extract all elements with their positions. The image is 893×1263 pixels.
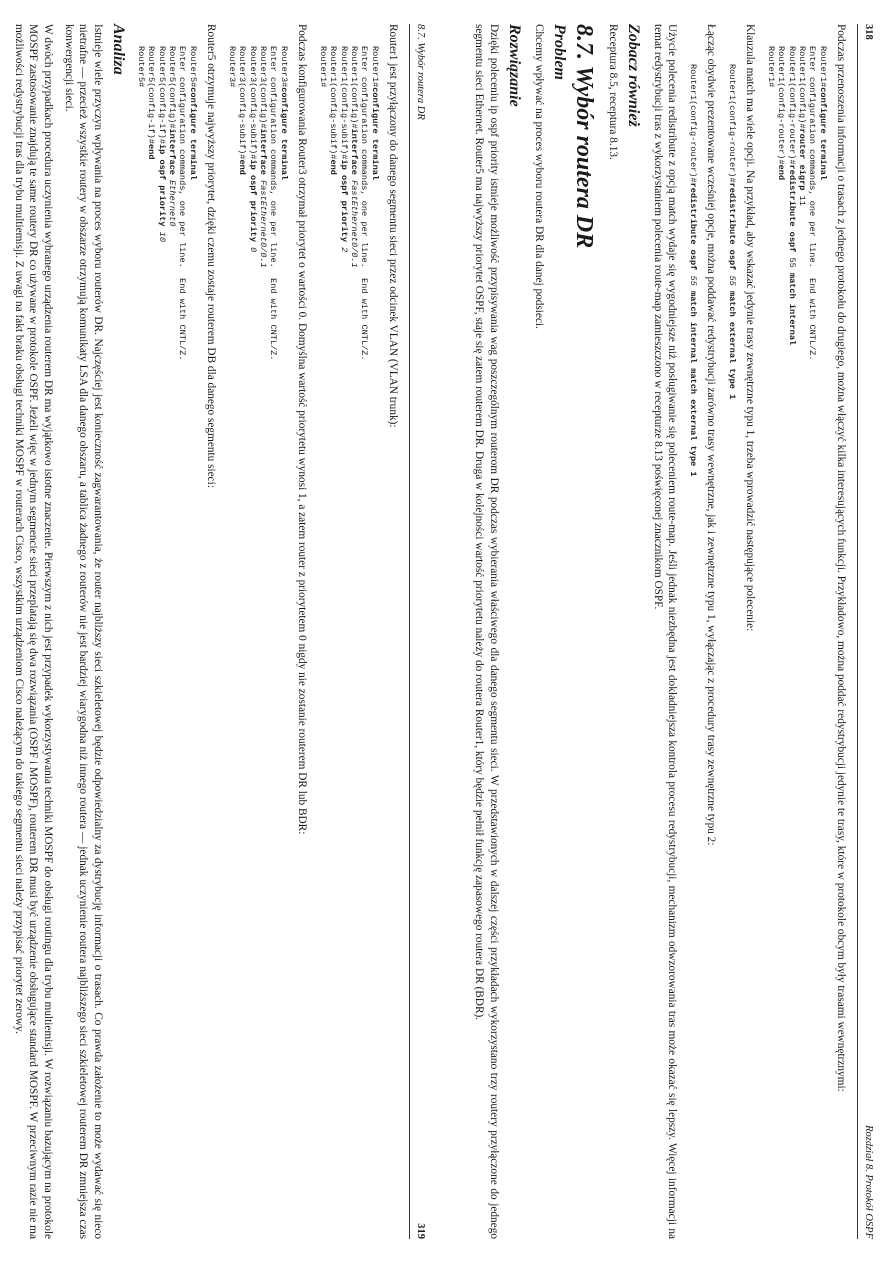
paragraph: Podczas przenoszenia informacji o trasach z jednego protokołu do drugiego, można włączyć kilka interesujących funkcji. Przykładowo, można poddać redystrybucji jedynie te trasy, które w protokole obcym były trasami wewnętrznymi: <box>835 24 848 1092</box>
subheading-see-also: Zobacz również <box>625 24 643 127</box>
code-listing: Router1(config-router)#redistribute ospf 55 match internal match external type 1 <box>687 64 698 477</box>
paragraph: Router5 otrzymuje najwyższy priorytet, dzięki czemu zostaje routerem DB dla danego segmentu sieci: <box>205 24 218 488</box>
section-title: 8.7. Wybór routera DR <box>571 24 597 249</box>
subheading-solution: Rozwiązanie <box>506 24 524 107</box>
subheading-analysis: Analiza <box>110 24 128 75</box>
code-listing: Router1#configure terminal Enter configuration commands, one per line. End with CNTL/Z. Router1(config)#router eigrp 11 Router1(config-router)#redistribute ospf 55 match internal Router1(config-router)#end Router1# <box>765 46 828 361</box>
page-318 <box>448 0 893 1263</box>
running-head <box>409 24 427 1239</box>
code-listing: Router1(config-router)#redistribute ospf 55 match external type 1 <box>726 64 737 400</box>
paragraph: Łącząc obydwie prezentowane wcześniej opcje, można poddawać redystrybucji zarówno trasy wewnętrzne, jak i zewnętrzne typu 1, wyłączając z procedury trasy zewnętrzne typu 2: <box>705 24 718 846</box>
code-listing: Router5#configure terminal Enter configuration commands, one per line. End with CNTL/Z. Router5(config)#interface Ethernet0 Router5(config-if)#ip ospf priority 10 Router5(config-if)#end Router5# <box>135 46 198 361</box>
page-number: 318 <box>863 24 874 40</box>
paragraph: Router1 jest przyłączony do danego segmentu sieci przez odcinek VLAN (VLAN trunk): <box>387 24 400 428</box>
paragraph: Użycie polecenia redistribute z opcją match wydaje się wygodniejsze niż posługiwanie się poleceniem route-map. Jeśli jednak niezbędna jest dokładniejsza kontrola procesu redystrybucji, mechanizm odwzorowania tras może okazać się lepszy. Więcej informacji na temat redystrybucji tras z wykorzystaniem polecenia route-map zamieszczono w recepturze 8.13 poświęconej znacznikom OSPF. <box>651 24 679 1239</box>
running-head <box>857 24 875 1239</box>
code-listing: Router3#configure terminal Enter configuration commands, one per line. End with CNTL/Z. Router3(config)#interface FastEthernet0/0.1 Router3(config-subif)#ip ospf priority 0 Router3(config-subif)#end Router3# <box>226 46 289 361</box>
paragraph: Klauzula match ma wiele opcji. Na przykład, aby wskazać jedynie trasy zewnętrzne typu 1, trzeba wprowadzić następujące polecenie: <box>744 24 757 632</box>
section-running-title: 8.7. Wybór routera DR <box>415 24 426 120</box>
chapter-title: Rozdział 8. Protokół OSPF <box>863 1125 874 1239</box>
paragraph: Chcemy wpływać na proces wyboru routera DR dla danej podsieci. <box>532 24 545 329</box>
paragraph: W dwóch przypadkach procedura uczynienia wybranego urządzenia routerem DR ma wyjątkowo istotne znaczenie. Pierwszym z nich jest przypadek wykorzystywania techniki MOSPF do obsługi routingu dla trybu multiemisji. W rozwiązaniu bazującym na protokole MOSPF zastosowanie znajdują te same routery DR co używane w protokole OSPF. Jeżeli więc w jednym segmencie sieci przeplatają się dwa rozwiązania (OSPF i MOSPF), routerem DR musi być urządzenie obsługujące standard MOSPF. W przeciwnym razie nie ma możliwości redystrybucji tras dla trybu multiemisji. Z uwagi na fakt braku obsługi techniki MOSPF w routerach Cisco, wszystkim urządzeniom Cisco należącym do takiego segmentu sieci należy przypisać priorytet zerowy. <box>12 24 54 1239</box>
paragraph: Dzięki poleceniu ip ospf priority istnieje możliwość przypisywania wag poszczególnym routerom DR podczas wybierania właściwego dla danego segmentu sieci. W przedstawionych w dalszej części przykładach wykorzystano trzy routery przyłączone do jednego segmentu sieci Ethernet. Router5 ma najwyższy priorytet OSPF, staje się zatem routerem DR. Druga w kolejności wartość priorytetu należy do routera Router1, który będzie pełnił funkcję zapasowego routera DR (BDR). <box>473 24 500 1239</box>
page-number: 319 <box>415 1223 426 1239</box>
paragraph: Podczas konfigurowania Router3 otrzymał priorytet o wartości 0. Domyślna wartość priorytetu wynosi 1, a zatem router z priorytetem 0 nigdy nie zostanie routerem DR lub BDR: <box>296 24 309 835</box>
paragraph: Receptura 8.5, receptura 8.13. <box>606 24 619 160</box>
subheading-problem: Problem <box>551 24 569 80</box>
code-listing: Router1#configure terminal Enter configuration commands, one per line. End with CNTL/Z. Router1(config)#interface FastEthernet0/0.1 Router1(config-subif)#ip ospf priority 2 Router1(config-subif)#end Router1# <box>317 46 380 361</box>
paragraph: Istnieje wiele przyczyn wpływania na proces wyboru routerów DR. Najczęściej jest konieczność zagwarantowania, że router najbliższy sieci szkieletowej będzie odpowiedzialny za dystrybucję informacji o trasach. Co prawda założenie to może wydawać się nieco nietrafne — przecież wszystkie routery w obszarze otrzymują komunikaty LSA dla danego obszaru, a tablica żadnego z routerów nie jest bardziej wiarygodna niż innego routera — jednak uczynienie routera najbliższego sieci szkieletowej routerem DR zmniejsza czas konwergencji sieci. <box>62 24 104 1239</box>
page-319 <box>0 0 445 1263</box>
